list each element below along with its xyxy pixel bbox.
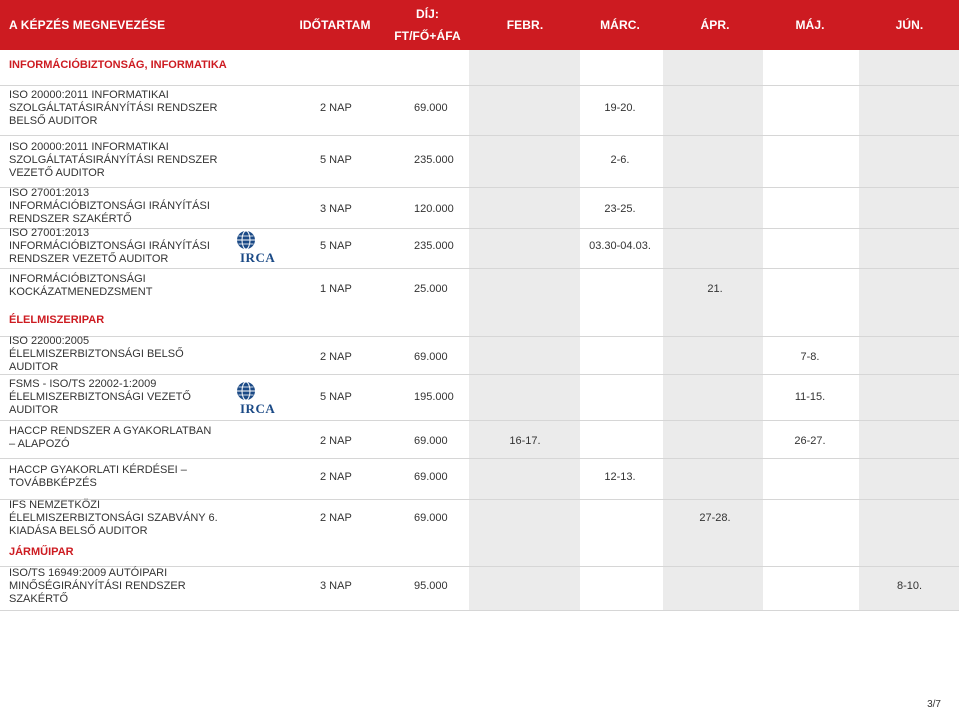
course-duration: 1 NAP	[320, 283, 352, 295]
course-name: INFORMÁCIÓBIZTONSÁGI KOCKÁZATMENEDZSMENT	[9, 273, 153, 298]
course-duration: 2 NAP	[320, 435, 352, 447]
course-date-maj: 11-15.	[794, 391, 826, 403]
header-course-name: A KÉPZÉS MEGNEVEZÉSE	[9, 18, 166, 32]
header-month-marc: MÁRC.	[600, 18, 640, 32]
course-date-marc: 2-6.	[610, 154, 630, 166]
section-title-automotive	[0, 540, 959, 564]
irca-logo	[232, 230, 280, 264]
globe-icon	[236, 381, 256, 401]
course-name: ISO/TS 16949:2009 AUTÓIPARI MINŐSÉGIRÁNYÍTÁSI RENDSZER SZAKÉRTŐ	[9, 566, 186, 605]
course-name: FSMS - ISO/TS 22002-1:2009 ÉLELMISZERBIZTONSÁGI VEZETŐ AUDITOR	[9, 377, 191, 416]
header-duration: IDŐTARTAM	[299, 18, 371, 32]
course-name: ISO 20000:2011 INFORMATIKAI SZOLGÁLTATÁSIRÁNYÍTÁSI RENDSZER BELSŐ AUDITOR	[9, 88, 218, 127]
course-duration: 2 NAP	[320, 471, 352, 483]
irca-logo-text: IRCA	[240, 401, 276, 416]
course-fee: 69.000	[414, 435, 448, 447]
course-duration: 2 NAP	[320, 512, 352, 524]
course-duration: 2 NAP	[320, 102, 352, 114]
course-date-marc: 23-25.	[604, 203, 636, 215]
course-name: ISO 27001:2013 INFORMÁCIÓBIZTONSÁGI IRÁNYÍTÁSI RENDSZER VEZETŐ AUDITOR	[9, 226, 210, 265]
header-fee	[380, 0, 475, 50]
course-date-maj: 26-27.	[794, 435, 826, 447]
header-month-apr: ÁPR.	[700, 18, 730, 32]
section-title-text: JÁRMŰIPAR	[9, 546, 74, 558]
course-date-apr: 27-28.	[699, 512, 731, 524]
course-date-marc: 03.30-04.03.	[589, 240, 651, 252]
course-fee: 25.000	[414, 283, 448, 295]
section-title-text: ÉLELMISZERIPAR	[9, 314, 105, 326]
course-duration: 5 NAP	[320, 240, 352, 252]
section-title-infosec	[0, 52, 959, 78]
course-date-apr: 21.	[707, 283, 723, 295]
course-date-febr: 16-17.	[509, 435, 541, 447]
table-header	[0, 0, 959, 50]
table-row	[0, 421, 959, 455]
section-title-food	[0, 308, 959, 332]
header-month-febr: FEBR.	[506, 18, 544, 32]
course-name: ISO 27001:2013 INFORMÁCIÓBIZTONSÁGI IRÁNYÍTÁSI RENDSZER SZAKÉRTŐ	[9, 186, 210, 225]
course-duration: 2 NAP	[320, 351, 352, 363]
course-duration: 3 NAP	[320, 203, 352, 215]
table-row	[0, 188, 959, 224]
course-name: HACCP RENDSZER A GYAKORLATBAN – ALAPOZÓ	[9, 425, 212, 450]
header-fee-line1: DÍJ:	[415, 7, 440, 21]
table-row	[0, 500, 959, 536]
table-row	[0, 375, 959, 419]
course-fee: 69.000	[414, 471, 448, 483]
globe-icon	[236, 230, 256, 250]
course-duration: 5 NAP	[320, 391, 352, 403]
course-fee: 69.000	[414, 512, 448, 524]
course-name: ISO 20000:2011 INFORMATIKAI SZOLGÁLTATÁSIRÁNYÍTÁSI RENDSZER VEZETŐ AUDITOR	[9, 140, 218, 179]
course-name: IFS NEMZETKÖZI ÉLELMISZERBIZTONSÁGI SZABVÁNY 6. KIADÁSA BELSŐ AUDITOR	[9, 498, 218, 537]
course-name: ISO 22000:2005 ÉLELMISZERBIZTONSÁGI BELSŐ AUDITOR	[9, 334, 184, 373]
course-fee: 235.000	[414, 154, 454, 166]
header-month-jun: JÚN.	[895, 18, 924, 32]
header-fee-line2: FT/FŐ+ÁFA	[394, 29, 461, 43]
course-date-marc: 19-20.	[604, 102, 636, 114]
course-name: HACCP GYAKORLATI KÉRDÉSEI – TOVÁBBKÉPZÉS	[9, 464, 187, 489]
table-row	[0, 86, 959, 130]
page-number: 3/7	[927, 699, 941, 710]
table-row	[0, 136, 959, 184]
course-fee: 95.000	[414, 580, 448, 592]
section-title-text: INFORMÁCIÓBIZTONSÁG, INFORMATIKA	[9, 59, 227, 71]
course-date-maj: 7-8.	[800, 351, 820, 363]
table-row	[0, 334, 959, 373]
header-month-maj: MÁJ.	[795, 18, 825, 32]
course-date-marc: 12-13.	[604, 471, 636, 483]
irca-logo-text: IRCA	[240, 250, 276, 265]
irca-logo	[232, 381, 280, 415]
table-row	[0, 269, 959, 303]
course-fee: 235.000	[414, 240, 454, 252]
course-fee: 195.000	[414, 391, 454, 403]
row-divider	[0, 610, 959, 611]
course-fee: 69.000	[414, 102, 448, 114]
course-fee: 120.000	[414, 203, 454, 215]
table-row	[0, 567, 959, 605]
table-row	[0, 459, 959, 495]
course-date-jun: 8-10.	[896, 580, 923, 592]
course-duration: 5 NAP	[320, 154, 352, 166]
table-row	[0, 226, 959, 265]
course-duration: 3 NAP	[320, 580, 352, 592]
course-fee: 69.000	[414, 351, 448, 363]
